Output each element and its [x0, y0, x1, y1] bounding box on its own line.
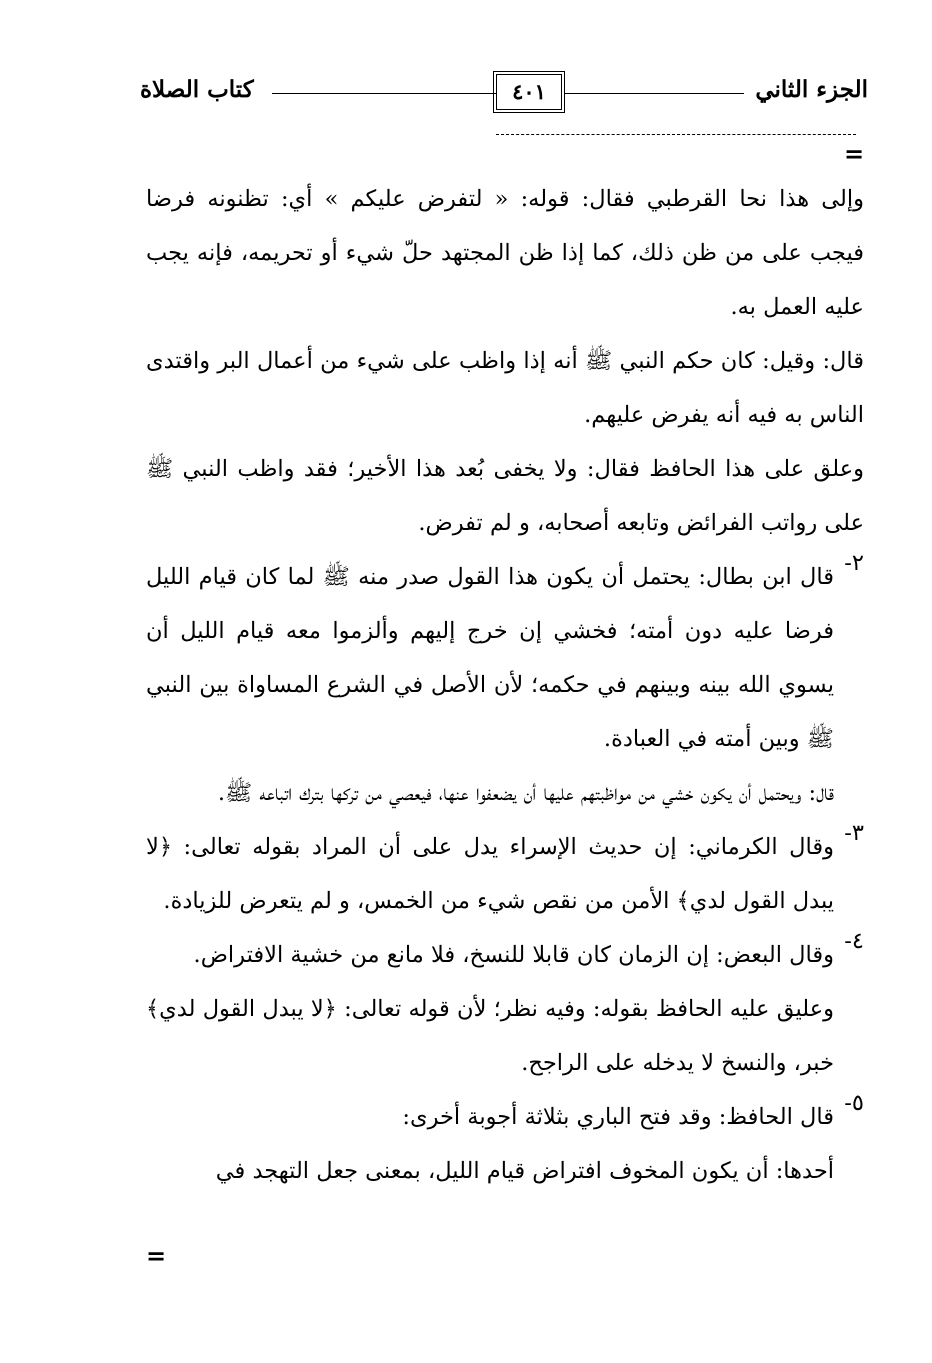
paragraph: قال الحافظ: وقد فتح الباري بثلاثة أجوبة أخرى:: [402, 1104, 834, 1130]
book-title: كتاب الصلاة: [140, 76, 254, 103]
item-number: ٣-: [844, 820, 864, 846]
paragraph: قال: ويحتمل أن يكون خشي من مواظبتهم عليها أن يضعفوا عنها، فيعصي من تركها بترك اتباعه ﷺ.: [217, 780, 834, 806]
numbered-list: [146, 550, 864, 1198]
paragraph: قال: وقيل: كان حكم النبي ﷺ أنه إذا واظب على شيء من أعمال البر واقتدى الناس به فيه أنه يفرض عليهم.: [146, 348, 864, 428]
paragraph: وقال الكرماني: إن حديث الإسراء يدل على أن المراد بقوله تعالى: ﴿لا يبدل القول لدي﴾ الأمن من نقص شيء من الخمس، و لم يتعرض للزيادة.: [146, 834, 834, 914]
list-item: [146, 1090, 864, 1144]
paragraph: وقال البعض: إن الزمان كان قابلا للنسخ، فلا مانع من خشية الافتراض.: [193, 942, 834, 968]
list-item: [146, 928, 864, 982]
item-number: ٥-: [844, 1090, 864, 1116]
item-number: ٢-: [844, 550, 864, 576]
page-number: ٤٠١: [496, 74, 562, 110]
header-dashed-divider: [496, 134, 856, 135]
paragraph: وعليق عليه الحافظ بقوله: وفيه نظر؛ لأن قوله تعالى: ﴿لا يبدل القول لدي﴾ خبر، والنسخ لا يدخله على الراجح.: [146, 996, 834, 1076]
paragraph: وعلق على هذا الحافظ فقال: ولا يخفى بُعد هذا الأخير؛ فقد واظب النبي ﷺ على رواتب الفرائض وتابعه أصحابه، و لم تفرض.: [146, 456, 864, 536]
paragraph: قال ابن بطال: يحتمل أن يكون هذا القول صدر منه ﷺ لما كان قيام الليل فرضا عليه دون أمته؛ فخشي إن خرج إليهم وألزموا معه قيام الليل أن يسوي الله بينه وبينهم في حكمه؛ لأن الأصل في الشرع المساواة بين النبي ﷺ وبين أمته في العبادة.: [146, 564, 834, 752]
page-header: [140, 66, 868, 126]
part-title: الجزء الثاني: [755, 76, 868, 103]
list-item: [146, 550, 864, 766]
separator-mark-top: =: [844, 139, 865, 168]
paragraph: أحدها: أن يكون المخوف افتراض قيام الليل، بمعنى جعل التهجد في: [215, 1158, 834, 1184]
header-rule-right: [564, 93, 744, 94]
item-number: ٤-: [844, 928, 864, 954]
separator-mark-bottom: =: [146, 1241, 167, 1270]
header-rule-left: [272, 93, 496, 94]
list-item: [146, 820, 864, 928]
main-text: [146, 172, 864, 1198]
paragraph: وإلى هذا نحا القرطبي فقال: قوله: « لتفرض عليكم » أي: تظنونه فرضا فيجب على من ظن ذلك، كما إذا ظن المجتهد حلّ شيء أو تحريمه، فإنه يجب عليه العمل به.: [146, 186, 864, 320]
